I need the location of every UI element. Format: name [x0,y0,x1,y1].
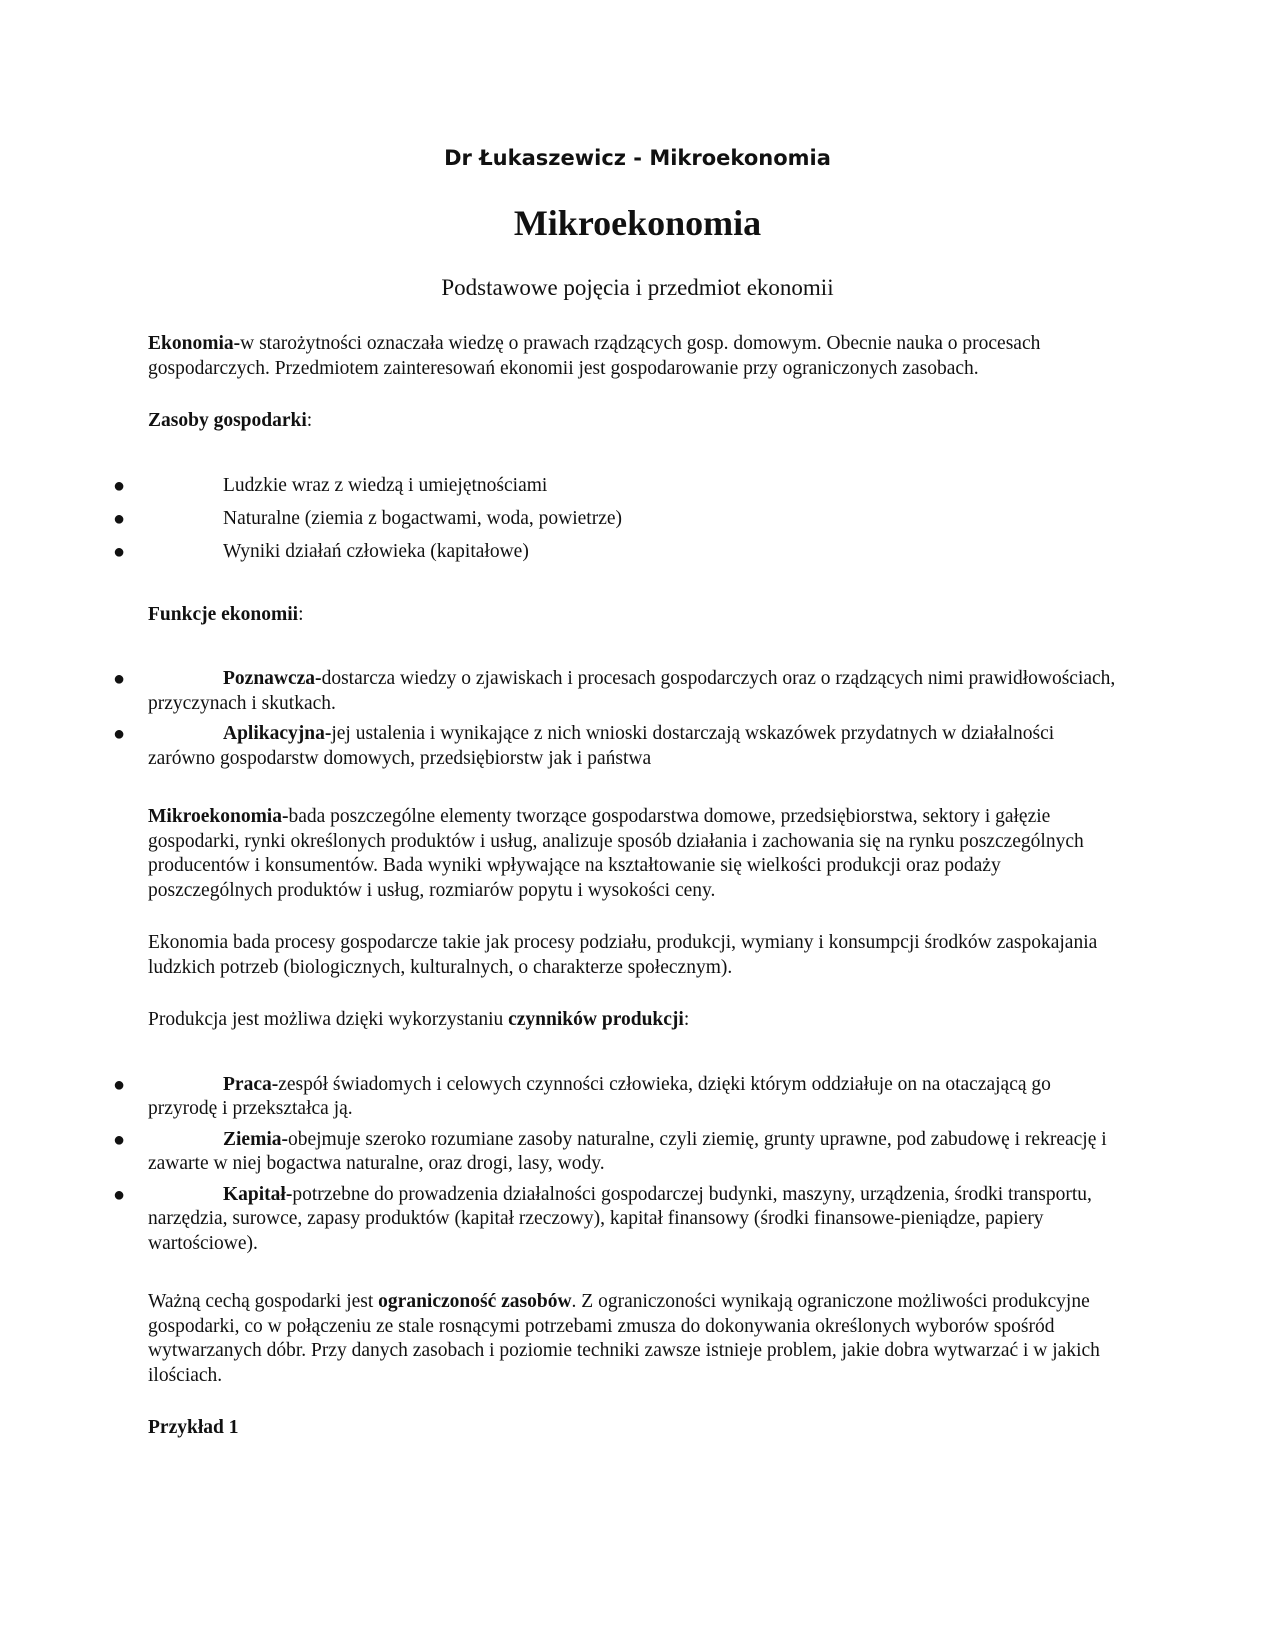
heading-zasoby: Zasoby gospodarki: [148,410,313,431]
list-item: ● Naturalne (ziemia z bogactwami, woda, powietrze) [113,507,623,530]
bullet-icon: ● [113,668,126,690]
list-zasoby [113,474,1116,573]
paragraph-mikroekonomia: Mikroekonomia-bada poszczególne elementy tworzące gospodarstwa domowe, przedsiębiorstwa, sektory i gałęzie gospodarki, rynki określonych produktów i usług, analizuje sposób działania i zachowania się na rynku poszczególnych producentów i konsumentów. Bada wyniki wpływające na kształtowanie się wielkości produkcji oraz podaży poszczególnych produktów i usług, rozmiarów popytu i wysokości ceny. [148,806,1084,901]
list-item: ● Ziemia-obejmuje szeroko rozumiane zasoby naturalne, czyli ziemię, grunty uprawne, pod zabudowę i rekreację i zawarte w niej bogactwa naturalne, oraz drogi, lasy, wody. [113,1128,1107,1174]
bullet-icon: ● [113,1128,126,1151]
paragraph-ograniczonosc: Ważną cechą gospodarki jest ograniczoność zasobów. Z ograniczoności wynikają ograniczone możliwości produkcyjne gospodarki, co w połączeniu ze stale rosnącymi potrzebami zmusza do dokonywania określonych wyborów spośród wytwarzanych dóbr. Przy danych zasobach i poziomie techniki zawsze istnieje problem, jakie dobra wytwarzać i w jakich ilościach. [148,1291,1100,1386]
heading-przyklad: Przykład 1 [148,1417,239,1438]
list-item: ● Ludzkie wraz z wiedzą i umiejętnościami [113,474,548,497]
list-item: ● Poznawcza-dostarcza wiedzy o zjawiskach i procesach gospodarczych oraz o rządzących nimi prawidłowościach, przyczynach i skutkach. [113,668,1116,714]
bullet-icon: ● [113,1183,126,1206]
bullet-icon: ● [113,1073,126,1096]
bullet-icon: ● [113,474,126,497]
list-item: ● Aplikacyjna-jej ustalenia i wynikające z nich wnioski dostarczają wskazówek przydatnych w działalności zarówno gospodarstw domowych, przedsiębiorstw jak i państwa [113,723,1055,769]
list-czynniki [113,1073,1116,1257]
document-title: Mikroekonomia [513,203,762,243]
list-item: ● Praca-zespół świadomych i celowych czynności człowieka, dzięki którym oddziałuje on na otaczającą go przyrodę i przekształca ją. [113,1073,1051,1119]
bullet-icon: ● [113,540,126,563]
document-body [113,332,1116,1441]
term-ekonomia: Ekonomia- [148,333,241,354]
paragraph-ekonomia: Ekonomia-w starożytności oznaczała wiedzę o prawach rządzących gosp. domowym. Obecnie nauka o procesach gospodarczych. Przedmiotem zainteresowań ekonomii jest gospodarowanie przy ograniczonych zasobach. [148,333,1041,379]
document-subtitle: Podstawowe pojęcia i przedmiot ekonomii [441,275,834,300]
bullet-icon: ● [113,507,126,530]
list-item: ● Kapitał-potrzebne do prowadzenia działalności gospodarczej budynki, maszyny, urządzenia, środki transportu, narzędzia, surowce, zapasy produktów (kapitał rzeczowy), kapitał finansowy (środki finansowe-pieniądze, papiery wartościowe). [113,1183,1092,1254]
heading-funkcje: Funkcje ekonomii: [148,603,304,625]
bullet-icon: ● [113,723,126,745]
list-item: ● Wyniki działań człowieka (kapitałowe) [113,540,529,563]
page-header: Dr Łukaszewicz - Mikroekonomia [444,146,831,170]
list-funkcje [113,667,1116,771]
paragraph-ekonomia-bada: Ekonomia bada procesy gospodarcze takie jak procesy podziału, produkcji, wymiany i konsumpcji środków zaspokajania ludzkich potrzeb (biologicznych, kulturalnych, o charakterze społecznym). [148,932,1098,978]
paragraph-produkcja: Produkcja jest możliwa dzięki wykorzystaniu czynników produkcji: [148,1009,690,1030]
